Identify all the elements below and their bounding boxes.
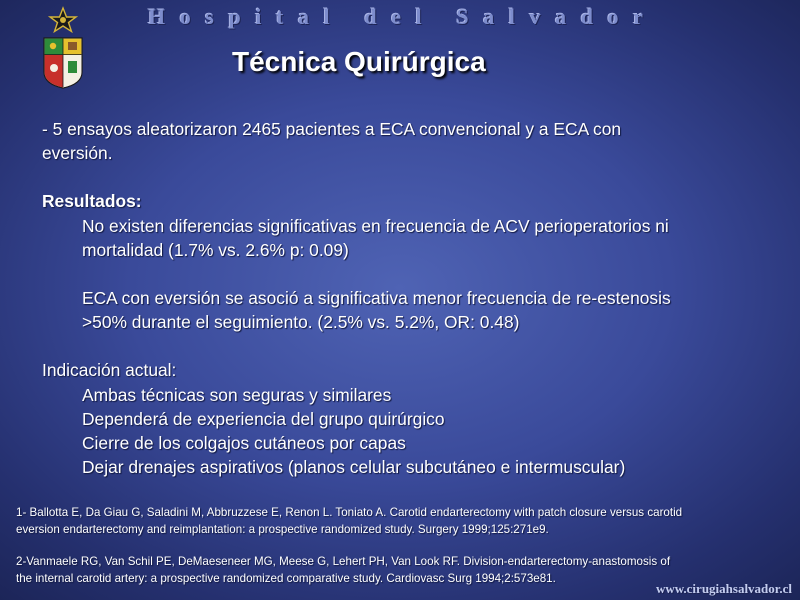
indication-item: Dependerá de experiencia del grupo quirúrgico	[82, 408, 445, 429]
results-heading: Resultados:	[42, 191, 142, 212]
reference-2-line-1: 2-Vanmaele RG, Van Schil PE, DeMaeseneer MG, Meese G, Lehert PH, Van Look RF. Division-endarterectomy-anastomosis of	[16, 555, 671, 568]
indication-heading: Indicación actual:	[42, 360, 177, 381]
results-item-2-line-2: >50% durante el seguimiento. (2.5% vs. 5.2%, OR: 0.48)	[82, 312, 520, 333]
reference-1-line-2: eversion endarterectomy and reimplantation: a prospective randomized study. Surgery 1999;125:271e9.	[16, 522, 549, 536]
intro-line-1: - 5 ensayos aleatorizaron 2465 pacientes a ECA convencional y a ECA con	[42, 119, 622, 139]
reference-2-line-2: the internal carotid artery: a prospective randomized comparative study. Cardiovasc Surg 1994;2:573e81.	[16, 571, 556, 585]
slide-title: Técnica Quirúrgica	[232, 46, 486, 77]
indication-item: Dejar drenajes aspirativos (planos celular subcutáneo e intermuscular)	[82, 457, 626, 478]
hospital-name-header: Hospital del Salvador	[148, 4, 658, 29]
indication-item: Cierre de los colgajos cutáneos por capas	[82, 433, 406, 454]
intro-line-2: eversión.	[42, 143, 113, 164]
indication-item: Ambas técnicas son seguras y similares	[82, 384, 392, 405]
results-item-1-line-1: No existen diferencias significativas en frecuencia de ACV perioperatorios ni	[82, 215, 669, 236]
slide-body	[42, 117, 787, 479]
references	[16, 505, 791, 587]
results-item-2-line-1: ECA con eversión se asoció a significativa menor frecuencia de re-estenosis	[82, 288, 671, 309]
university-coat-of-arms-icon	[38, 4, 88, 90]
results-item-1-line-2: mortalidad (1.7% vs. 2.6% p: 0.09)	[82, 239, 349, 260]
website-url: www.cirugiahsalvador.cl	[655, 581, 792, 596]
reference-1-line-1: 1- Ballotta E, Da Giau G, Saladini M, Abbruzzese E, Renon L. Toniato A. Carotid endarterectomy with patch closure versus carotid	[16, 506, 683, 519]
